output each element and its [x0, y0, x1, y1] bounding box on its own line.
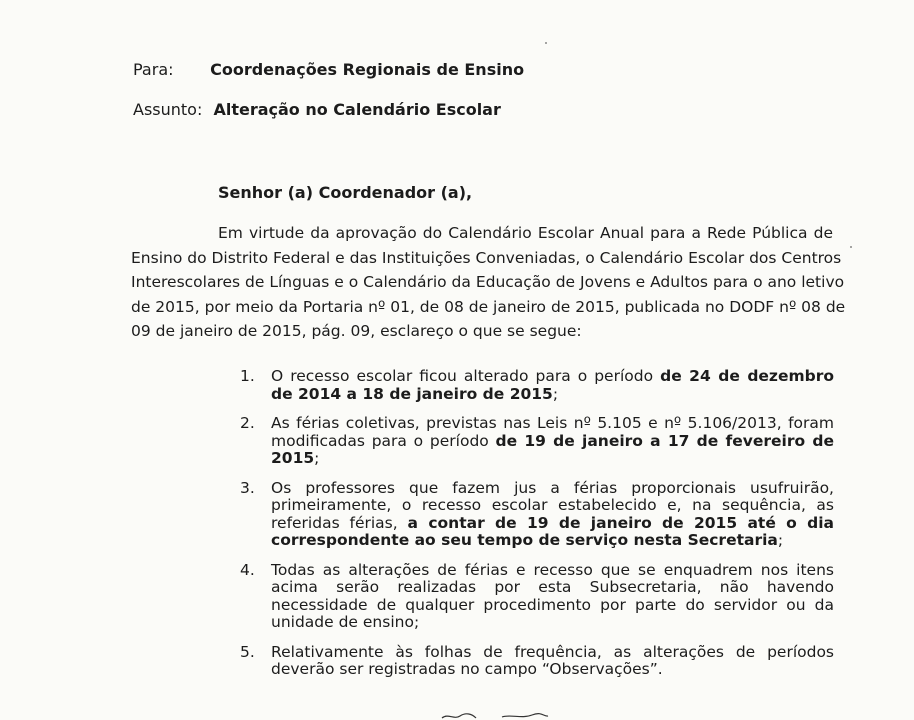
intro-line: Interescolares de Línguas e o Calendário da Educação de Jovens e Adultos para o ano letivo	[131, 273, 845, 291]
numbered-list	[240, 368, 834, 679]
scan-speck	[850, 246, 852, 248]
list-item-number: 1.	[240, 367, 255, 385]
list-item-number: 3.	[240, 478, 255, 497]
list-item	[240, 415, 834, 468]
recipient-value: Coordenações Regionais de Ensino	[210, 60, 525, 79]
list-item-text: As férias coletivas, previstas nas Leis nº 5.105 e nº 5.106/2013, foram modificadas para o período	[271, 414, 834, 450]
scan-speck	[545, 42, 547, 44]
intro-paragraph	[131, 221, 846, 344]
handwritten-mark	[440, 712, 550, 720]
intro-line: 09 de janeiro de 2015, pág. 09, esclareço o que se segue:	[131, 322, 582, 340]
list-item-text-end: ;	[314, 449, 320, 467]
recipient-label: Para:	[133, 60, 174, 79]
list-item-bold-text: a contar de 19 de janeiro de 2015 até o dia correspondente ao seu tempo de serviço nesta Secretaria	[271, 513, 834, 549]
list-item-text: Todas as alterações de férias e recesso que se enquadrem nos itens acima serão realizadas por esta Subsecretaria, não havendo necessidade de qualquer procedimento por parte do servidor ou da unidade de ensino;	[271, 560, 834, 631]
list-item-text-end: ;	[777, 531, 784, 549]
intro-line: Ensino do Distrito Federal e das Instituições Conveniadas, o Calendário Escolar dos Centros	[131, 248, 842, 267]
intro-line: de 2015, por meio da Portaria nº 01, de 08 de janeiro de 2015, publicada no DODF nº 08 de	[131, 297, 846, 316]
list-item-text: Relativamente às folhas de frequência, as alterações de períodos deverão ser registradas no campo “Observações”.	[271, 642, 834, 678]
list-item	[240, 644, 834, 679]
subject-label: Assunto:	[133, 100, 203, 119]
list-item-text-end: ;	[552, 384, 559, 403]
recipient-row	[133, 60, 524, 80]
intro-line: Em virtude da aprovação do Calendário Escolar Anual para a Rede Pública de	[218, 224, 833, 242]
list-item-number: 4.	[240, 560, 255, 579]
list-item-text: O recesso escolar ficou alterado para o período	[271, 367, 661, 385]
list-item	[240, 562, 834, 632]
subject-value: Alteração no Calendário Escolar	[213, 100, 501, 119]
list-item	[240, 368, 834, 403]
list-item-text: Os professores que fazem jus a férias proporcionais usufruirão, primeiramente, o recesso escolar estabelecido e, na sequência, as referidas férias,	[271, 478, 834, 532]
list-item-bold-text: de 24 de dezembro de 2014 a 18 de janeiro de 2015	[271, 367, 834, 403]
list-item	[240, 480, 834, 550]
salutation: Senhor (a) Coordenador (a),	[218, 183, 473, 202]
list-item-bold-text: de 19 de janeiro a 17 de fevereiro de 2015	[271, 431, 834, 467]
subject-row	[133, 100, 501, 120]
list-item-number: 2.	[240, 414, 255, 432]
list-item-number: 5.	[240, 642, 255, 661]
